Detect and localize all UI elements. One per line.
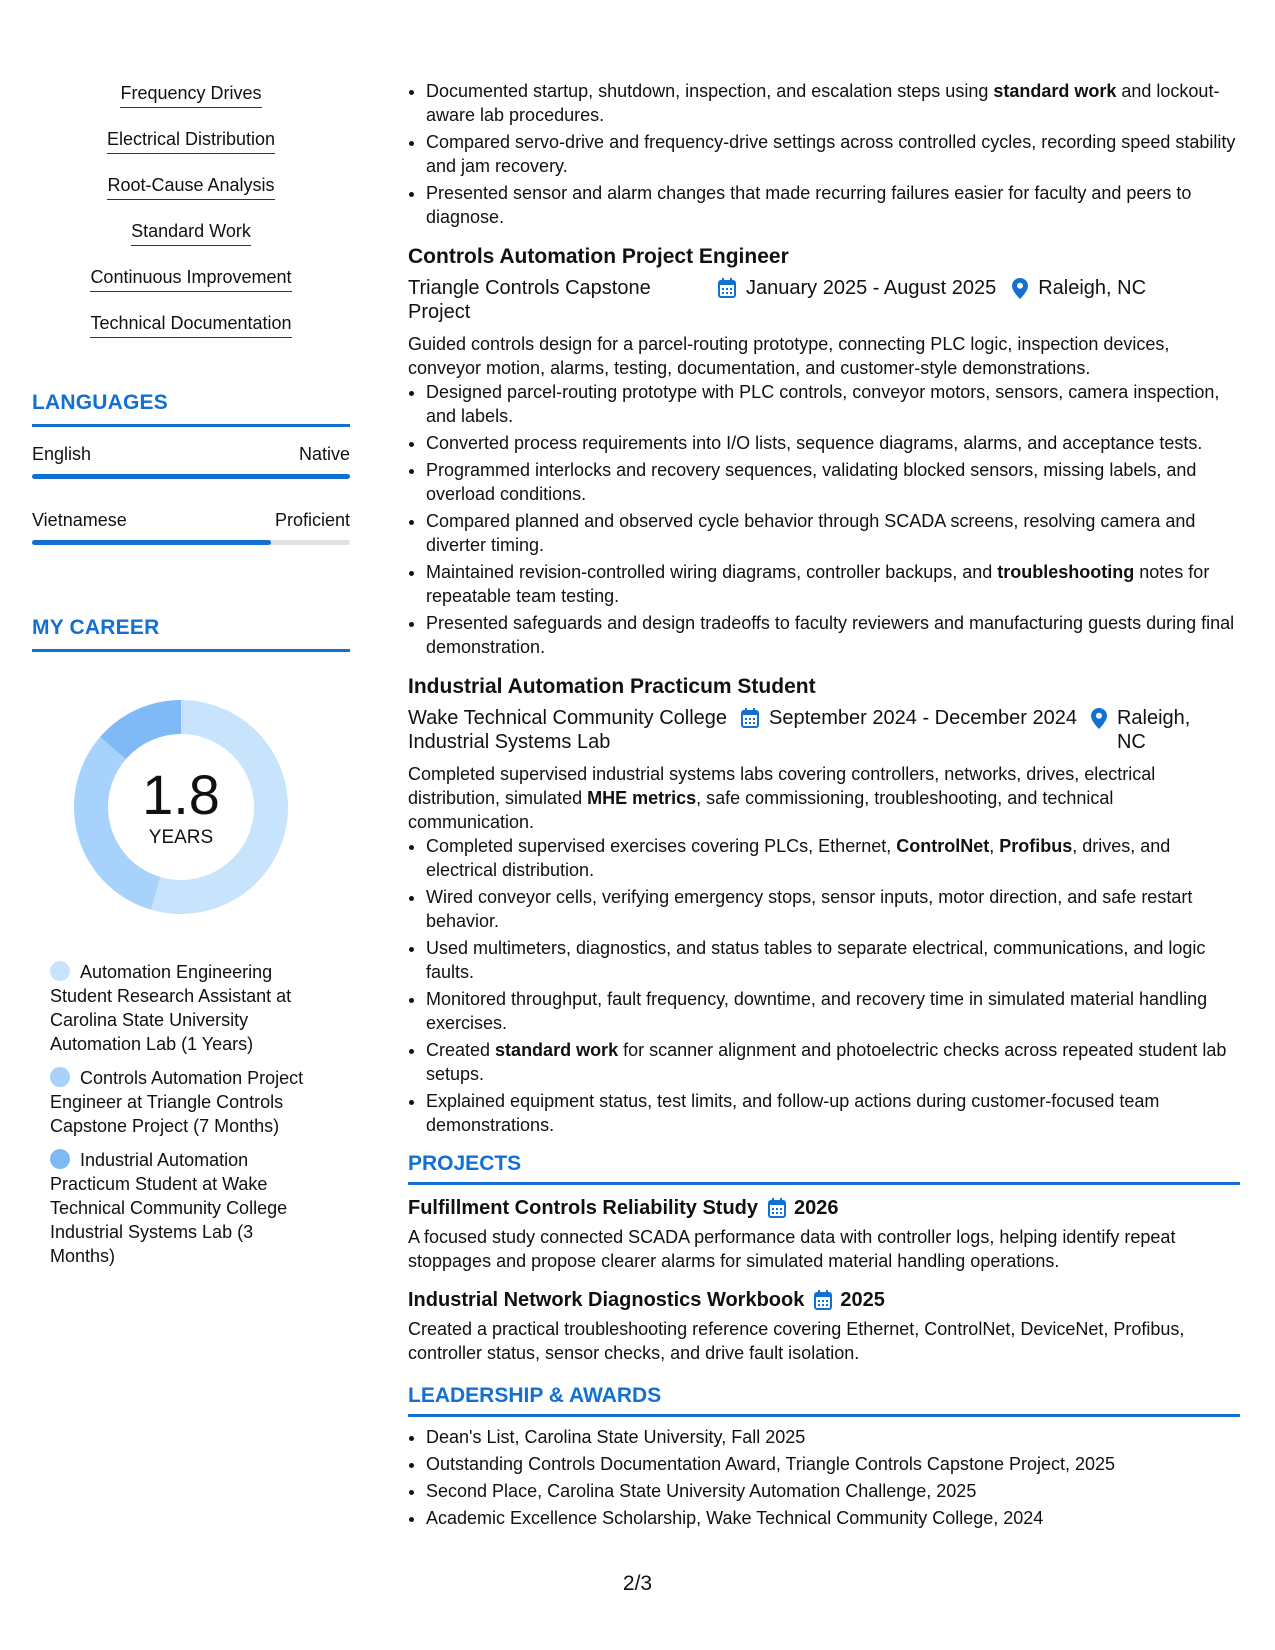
career-legend-item — [50, 1066, 320, 1138]
language-level: Proficient — [274, 510, 350, 530]
calendar-icon — [718, 278, 736, 298]
career-legend-item — [50, 1148, 320, 1268]
skill-item: Technical Documentation — [90, 312, 291, 338]
career-legend-text: Industrial Automation Practicum Student at Wake Technical Community College Industrial Systems Lab (3 Months) — [50, 1150, 288, 1266]
calendar-icon — [768, 1198, 786, 1218]
job-date — [741, 706, 1077, 754]
skills-list — [32, 82, 350, 358]
languages-heading: LANGUAGES — [32, 390, 350, 427]
project-description: A focused study connected SCADA performance data with controller logs, helping identify repeat stoppages and propose clearer alarms for simulated material handling operations. — [408, 1227, 1176, 1271]
job-title: Industrial Automation Practicum Student — [408, 675, 816, 698]
job-bullets — [408, 380, 1240, 659]
project-name: Industrial Network Diagnostics Workbook — [408, 1289, 805, 1311]
location-pin-icon — [1091, 708, 1107, 729]
job-date-text: January 2025 - August 2025 — [746, 277, 997, 299]
bullet-item: • Presented safeguards and design tradeoffs to faculty reviewers and manufacturing guests during final demonstration. — [426, 611, 1240, 659]
bullet-item: • Monitored throughput, fault frequency, downtime, and recovery time in simulated material handling exercises. — [426, 987, 1240, 1035]
job-organization: Wake Technical Community College Industrial Systems Lab — [408, 707, 728, 753]
career-unit: YEARS — [148, 827, 214, 848]
calendar-icon — [741, 708, 759, 728]
project-title — [408, 1195, 1240, 1221]
bullet-item: • Compared planned and observed cycle behavior through SCADA screens, resolving camera and diverter timing. — [426, 509, 1240, 557]
skill-item: Frequency Drives — [120, 82, 261, 108]
job-bullets — [408, 834, 1240, 1137]
language-level: Native — [298, 444, 350, 464]
award-item: • Second Place, Carolina State University Automation Challenge, 2025 — [426, 1479, 1240, 1503]
language-item — [32, 509, 350, 545]
legend-dot-icon — [50, 1149, 70, 1169]
legend-dot-icon — [50, 1067, 70, 1087]
bullet-item: • Documented startup, shutdown, inspection, and escalation steps using standard work and lockout-aware lab procedures. — [426, 79, 1240, 127]
skill-item: Root-Cause Analysis — [107, 174, 274, 200]
project-year: 2025 — [840, 1289, 885, 1311]
award-item: • Dean's List, Carolina State University, Fall 2025 — [426, 1425, 1240, 1449]
calendar-icon — [814, 1290, 832, 1310]
job-location-text: Raleigh, NC — [1116, 707, 1191, 753]
career-legend-text: Controls Automation Project Engineer at Triangle Controls Capstone Project (7 Months) — [50, 1068, 304, 1136]
language-name: English — [32, 444, 92, 464]
job-date-text: September 2024 - December 2024 — [769, 707, 1077, 729]
awards-heading: LEADERSHIP & AWARDS — [408, 1383, 1240, 1417]
project-name: Fulfillment Controls Reliability Study — [408, 1197, 759, 1219]
job-summary: Guided controls design for a parcel-routing prototype, connecting PLC logic, inspection devices, conveyor motion, alarms, testing, documentation, and customer-style demonstrations. — [408, 334, 1170, 378]
bullet-item: • Created standard work for scanner alignment and photoelectric checks across repeated student lab setups. — [426, 1038, 1240, 1086]
bullet-item: • Completed supervised exercises covering PLCs, Ethernet, ControlNet, Profibus, drives, and electrical distribution. — [426, 834, 1240, 882]
job-meta — [408, 276, 1240, 324]
job-location — [1012, 276, 1146, 324]
job-location — [1091, 706, 1201, 754]
skill-item: Electrical Distribution — [107, 128, 275, 154]
language-item — [32, 443, 350, 479]
bullet-item: • Designed parcel-routing prototype with PLC controls, conveyor motors, sensors, camera inspection, and labels. — [426, 380, 1240, 428]
language-bar — [32, 540, 350, 545]
skill-item: Continuous Improvement — [90, 266, 291, 292]
language-name: Vietnamese — [32, 510, 127, 530]
job-meta — [408, 706, 1240, 754]
career-total: 1.8 — [142, 763, 220, 826]
career-heading: MY CAREER — [32, 615, 350, 652]
job-summary: Completed supervised industrial systems labs covering controllers, networks, drives, electrical distribution, simulated MHE metrics, safe commissioning, troubleshooting, and technical communication. — [408, 764, 1156, 832]
career-legend — [50, 960, 320, 1268]
language-bar — [32, 474, 350, 479]
language-bar-fill — [32, 474, 350, 479]
job-location-text: Raleigh, NC — [1038, 277, 1147, 299]
project-year: 2026 — [794, 1197, 839, 1219]
bullet-item: • Used multimeters, diagnostics, and status tables to separate electrical, communications, and logic faults. — [426, 936, 1240, 984]
bullet-item: • Programmed interlocks and recovery sequences, validating blocked sensors, missing labels, and overload conditions. — [426, 458, 1240, 506]
bullet-item: • Explained equipment status, test limits, and follow-up actions during customer-focused team demonstrations. — [426, 1089, 1240, 1137]
previous-job-bullets — [408, 79, 1240, 229]
bullet-item: • Maintained revision-controlled wiring diagrams, controller backups, and troubleshooting notes for repeatable team testing. — [426, 560, 1240, 608]
location-pin-icon — [1012, 278, 1028, 299]
career-donut-chart — [66, 692, 296, 922]
project-title — [408, 1287, 1240, 1313]
left-column — [32, 82, 350, 1278]
right-column — [408, 79, 1240, 1533]
job-title: Controls Automation Project Engineer — [408, 245, 789, 268]
career-legend-text: Automation Engineering Student Research Assistant at Carolina State University Automation Lab (1 Years) — [50, 962, 292, 1054]
job-organization: Triangle Controls Capstone Project — [408, 277, 651, 323]
bullet-item: • Converted process requirements into I/O lists, sequence diagrams, alarms, and acceptance tests. — [426, 431, 1240, 455]
award-item: • Outstanding Controls Documentation Award, Triangle Controls Capstone Project, 2025 — [426, 1452, 1240, 1476]
bullet-item: • Compared servo-drive and frequency-drive settings across controlled cycles, recording speed stability and jam recovery. — [426, 130, 1240, 178]
projects-heading: PROJECTS — [408, 1151, 1240, 1185]
award-item: • Academic Excellence Scholarship, Wake Technical Community College, 2024 — [426, 1506, 1240, 1530]
skill-item: Standard Work — [131, 220, 251, 246]
bullet-item: • Presented sensor and alarm changes that made recurring failures easier for faculty and peers to diagnose. — [426, 181, 1240, 229]
awards-list — [408, 1425, 1240, 1530]
page-number: 2/3 — [622, 1572, 653, 1595]
career-legend-item — [50, 960, 320, 1056]
legend-dot-icon — [50, 961, 70, 981]
bullet-item: • Wired conveyor cells, verifying emergency stops, sensor inputs, motor direction, and safe restart behavior. — [426, 885, 1240, 933]
job-date — [718, 276, 996, 324]
language-bar-fill — [32, 540, 271, 545]
project-description: Created a practical troubleshooting reference covering Ethernet, ControlNet, DeviceNet, Profibus, controller status, sensor checks, and drive fault isolation. — [408, 1319, 1185, 1363]
